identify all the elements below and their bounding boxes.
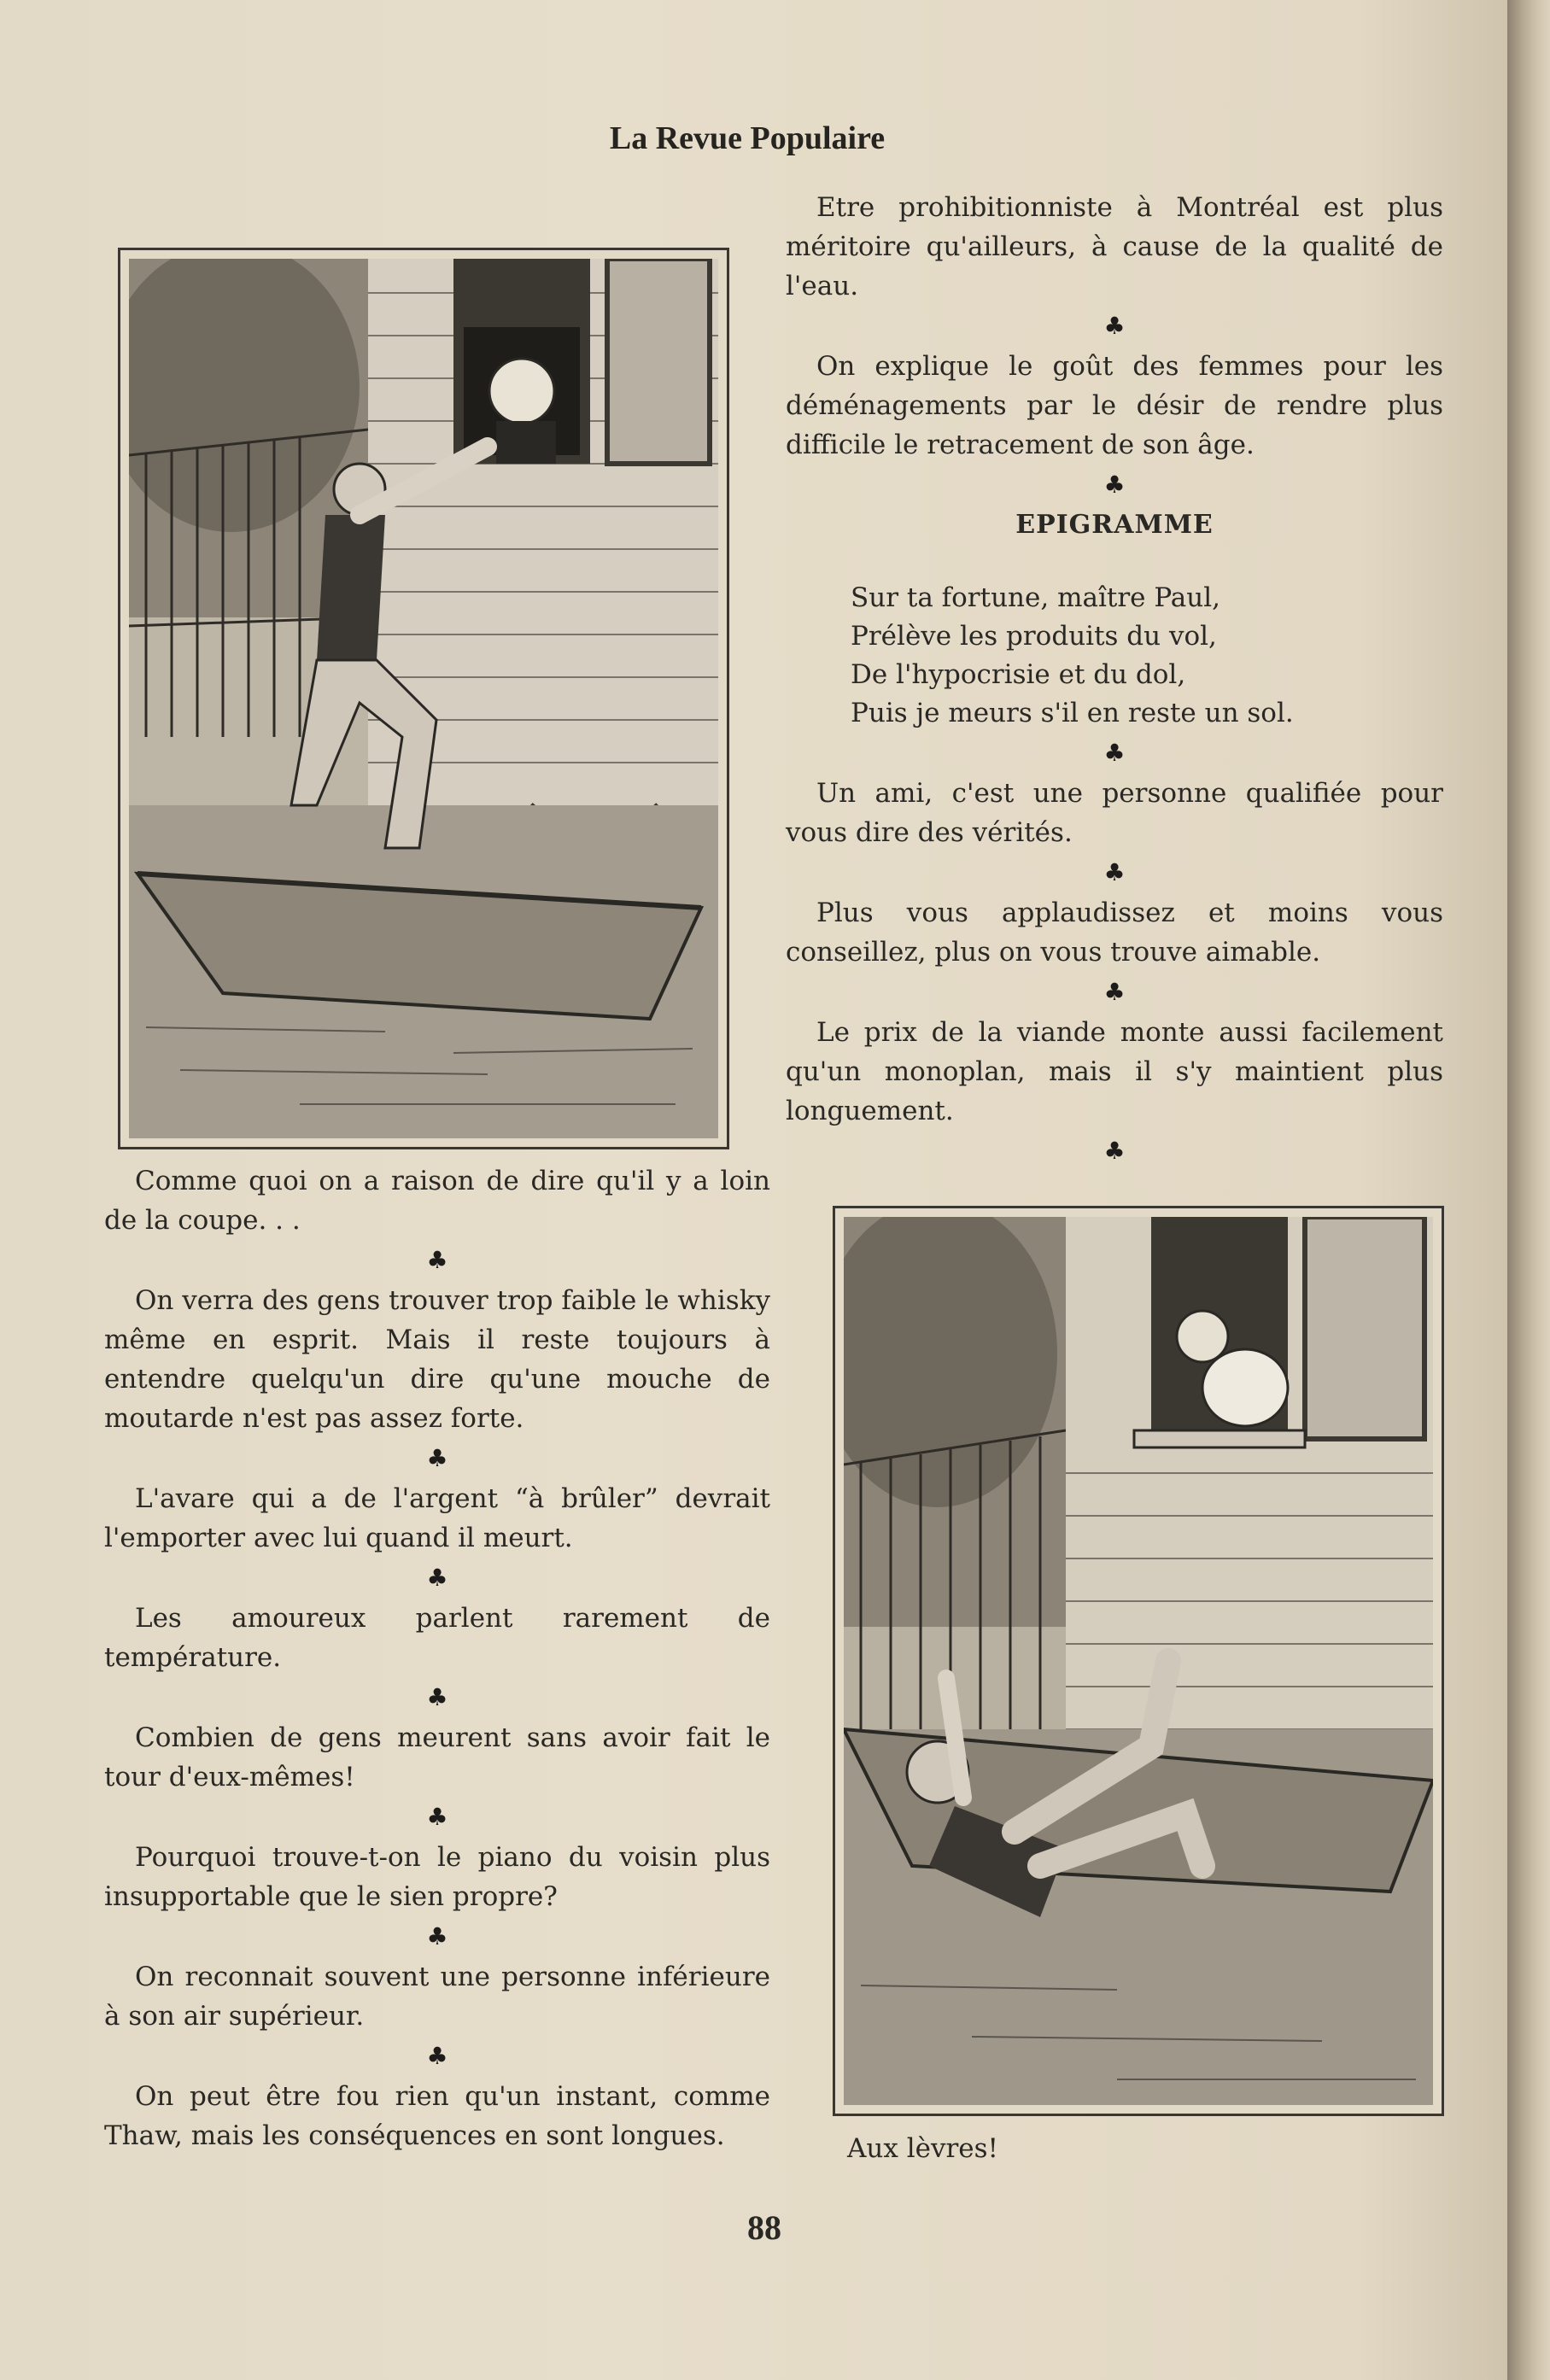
illustration-caption: Aux lèvres! [847, 2133, 998, 2164]
club-separator-icon: ♣ [1103, 978, 1126, 1006]
right-column [786, 188, 1443, 1172]
illustration-man-reaching-window [118, 248, 729, 1149]
club-separator-icon: ♣ [1103, 312, 1126, 340]
club-separator-icon: ♣ [426, 1922, 448, 1950]
club-separator-icon: ♣ [426, 1564, 448, 1592]
paragraph-demenagements: On explique le goût des femmes pour les déménagements par le désir de rendre plus difficile le retracement de son âge. [786, 351, 1443, 460]
engraving-image-1 [129, 259, 718, 1138]
club-separator-icon: ♣ [1103, 1137, 1126, 1165]
page-number: 88 [747, 2208, 781, 2247]
club-separator-icon: ♣ [426, 1246, 448, 1274]
club-separator-icon: ♣ [1103, 739, 1126, 767]
paragraph-inferieure: On reconnait souvent une personne inférieure à son air supérieur. [104, 1962, 770, 2032]
epigram-line: Prélève les produits du vol, [851, 621, 1217, 652]
club-separator-icon: ♣ [1103, 858, 1126, 886]
paragraph-applaudissez: Plus vous applaudissez et moins vous conseillez, plus on vous trouve aimable. [786, 898, 1443, 968]
left-column [104, 1161, 770, 2155]
paragraph-tour: Combien de gens meurent sans avoir fait le tour d'eux-mêmes! [104, 1722, 770, 1792]
epigram-title: EPIGRAMME [1015, 510, 1214, 540]
book-spine [1507, 0, 1550, 2380]
club-separator-icon: ♣ [1103, 471, 1126, 499]
club-separator-icon: ♣ [426, 1803, 448, 1831]
epigram-line: Sur ta fortune, maître Paul, [851, 582, 1221, 613]
paragraph-ami: Un ami, c'est une personne qualifiée pour vous dire des vérités. [786, 778, 1443, 848]
paragraph-whisky: On verra des gens trouver trop faible le whisky même en esprit. Mais il reste toujours à entendre quelqu'un dire qu'une mouche de moutarde n'est pas assez forte. [104, 1285, 770, 1434]
paragraph-thaw: On peut être fou rien qu'un instant, comme Thaw, mais les conséquences en sont longues. [104, 2081, 770, 2151]
paragraph-viande: Le prix de la viande monte aussi facilement qu'un monoplan, mais il s'y maintient plus longuement. [786, 1017, 1443, 1126]
club-separator-icon: ♣ [426, 1444, 448, 1472]
page-header: La Revue Populaire [609, 120, 886, 156]
paragraph-avare: L'avare qui a de l'argent “à brûler” devrait l'emporter avec lui quand il meurt. [104, 1483, 770, 1553]
club-separator-icon: ♣ [426, 2042, 448, 2070]
engraving-image-2 [844, 1217, 1433, 2105]
epigram-line: Puis je meurs s'il en reste un sol. [851, 698, 1294, 728]
club-separator-icon: ♣ [426, 1683, 448, 1711]
paragraph-piano: Pourquoi trouve-t-on le piano du voisin plus insupportable que le sien propre? [104, 1842, 770, 1912]
epigram-line: De l'hypocrisie et du dol, [851, 659, 1186, 690]
paragraph-coupe: Comme quoi on a raison de dire qu'il y a loin de la coupe. . . [104, 1166, 770, 1236]
paragraph-amoureux: Les amoureux parlent rarement de température. [104, 1603, 770, 1673]
paragraph-prohibitionniste: Etre prohibitionniste à Montréal est plus méritoire qu'ailleurs, à cause de la qualité de l'eau. [786, 192, 1443, 301]
illustration-man-falling-boat [833, 1206, 1444, 2116]
